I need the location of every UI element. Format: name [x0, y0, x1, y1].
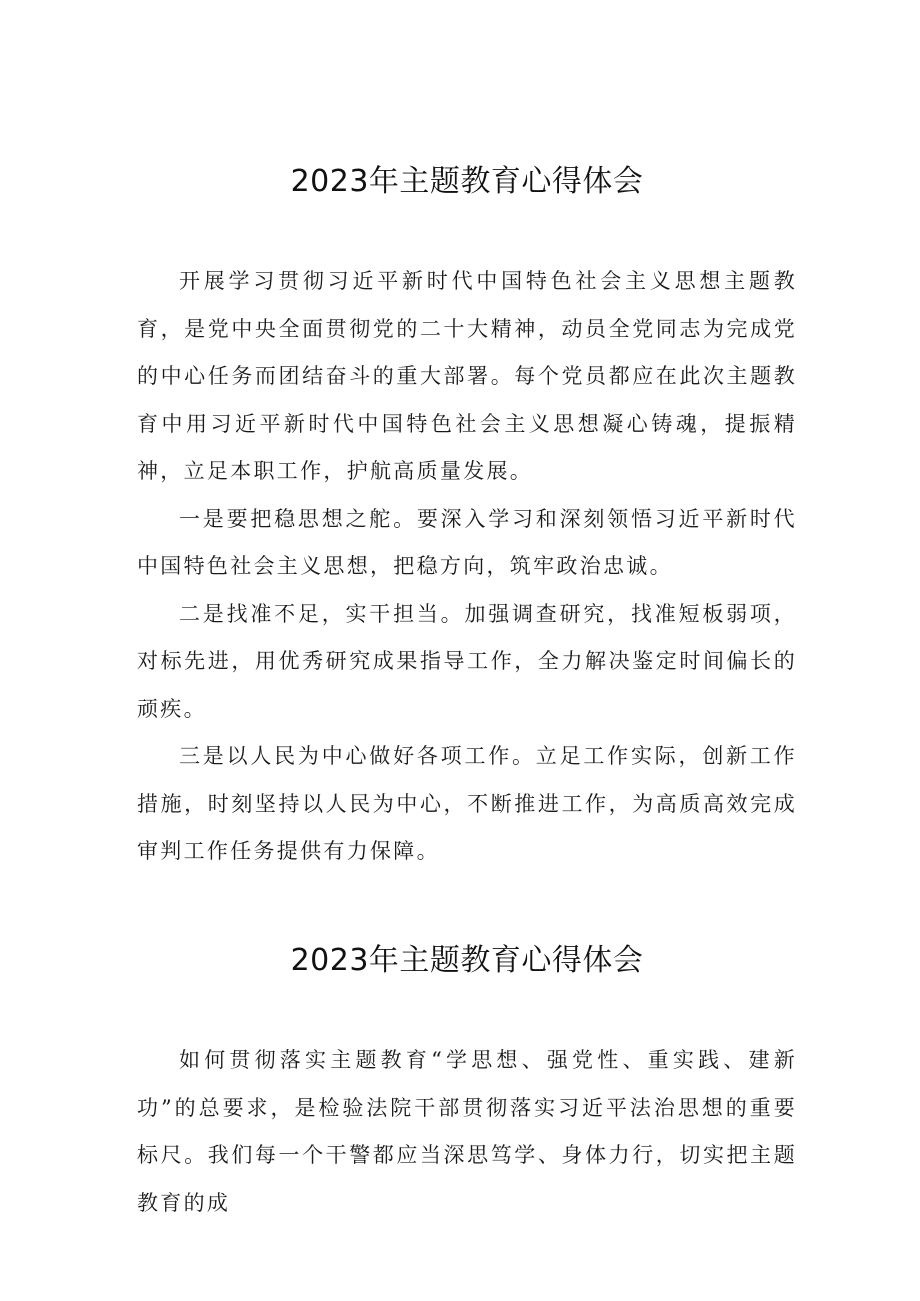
article-title: 2023年主题教育心得体会: [290, 164, 644, 199]
article-2: [137, 941, 797, 1227]
paragraph: 开展学习贯彻习近平新时代中国特色社会主义思想主题教育，是党中央全面贯彻党的二十大精神，动员全党同志为完成党的中心任务而团结奋斗的重大部署。每个党员都应在此次主题教育中用习近平新时代中国特色社会主义思想凝心铸魂，提振精神，立足本职工作，护航高质量发展。: [137, 269, 797, 483]
paragraph: 一是要把稳思想之舵。要深入学习和深刻领悟习近平新时代中国特色社会主义思想，把稳方向，筑牢政治忠诚。: [137, 506, 797, 578]
article-1: [137, 162, 797, 876]
paragraph: 如何贯彻落实主题教育“学思想、强党性、重实践、建新功”的总要求，是检验法院干部贯彻落实习近平法治思想的重要标尺。我们每一个干警都应当深思笃学、身体力行，切实把主题教育的成: [137, 1048, 797, 1215]
article-title: 2023年主题教育心得体会: [290, 943, 644, 978]
paragraph: 二是找准不足，实干担当。加强调查研究，找准短板弱项，对标先进，用优秀研究成果指导工作，全力解决鉴定时间偏长的顽疾。: [137, 601, 797, 721]
paragraph: 三是以人民为中心做好各项工作。立足工作实际，创新工作措施，时刻坚持以人民为中心，不断推进工作，为高质高效完成审判工作任务提供有力保障。: [137, 744, 797, 863]
